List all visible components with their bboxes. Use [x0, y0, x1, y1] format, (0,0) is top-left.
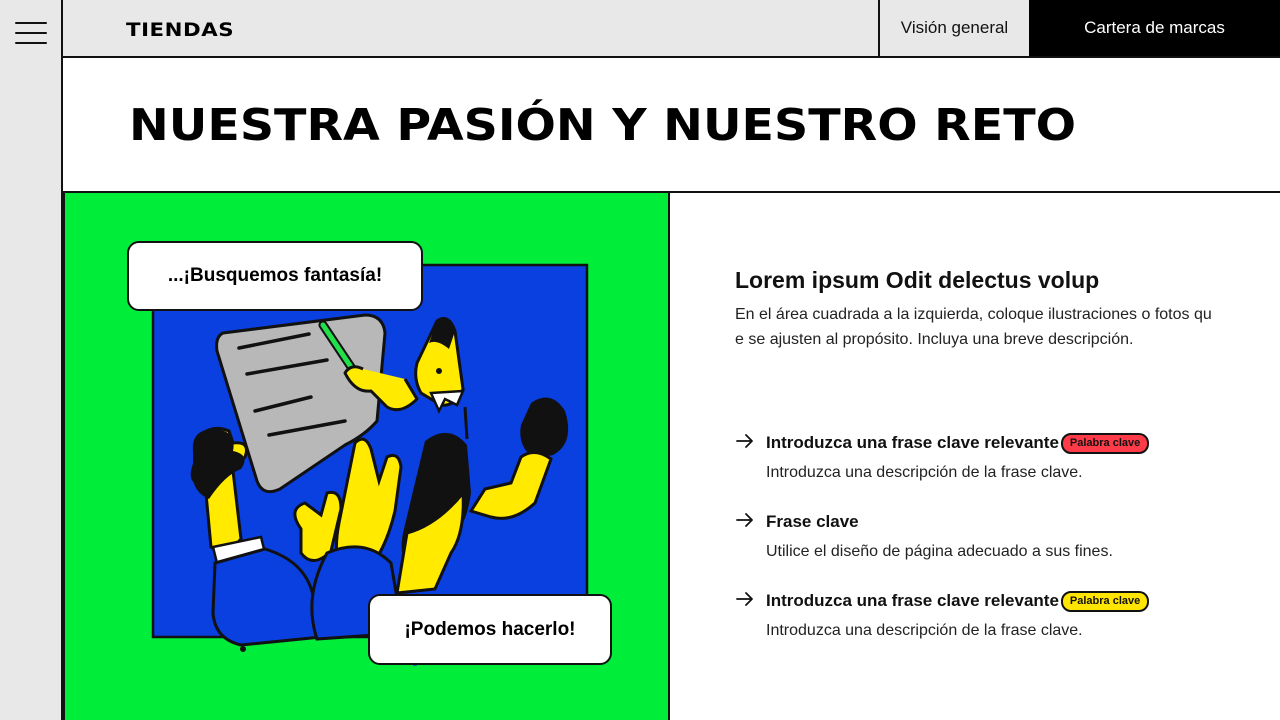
content-panel: [670, 193, 1280, 720]
content-description: En el área cuadrada a la izquierda, coloque ilustraciones o fotos que se ajusten al propósito. Incluya una breve descripción.: [735, 306, 1212, 348]
tab-cartera-de-marcas[interactable]: Cartera de marcas: [1029, 0, 1280, 56]
key-point-description: Introduzca una descripción de la frase clave.: [766, 464, 1083, 481]
key-point-title: Introduzca una frase clave relevante Palabra clave: [766, 591, 1149, 612]
arrow-right-icon: [735, 589, 755, 609]
tab-vision-general[interactable]: Visión general: [878, 0, 1029, 56]
speech-bubble-top: ...¡Busquemos fantasía!: [127, 241, 423, 311]
left-sidebar: [0, 0, 63, 720]
illustration-panel: [63, 193, 670, 720]
keyword-badge-red: Palabra clave: [1061, 433, 1149, 454]
key-point-description: Utilice el diseño de página adecuado a sus fines.: [766, 543, 1113, 560]
key-point-title: Introduzca una frase clave relevante Palabra clave: [766, 433, 1149, 454]
page-title: NUESTRA PASIÓN Y NUESTRO RETO: [129, 100, 1077, 151]
arrow-right-icon: [735, 431, 755, 451]
speech-bubble-bottom: ¡Podemos hacerlo!: [368, 594, 612, 665]
brand-logo-text: TIENDAS: [126, 19, 235, 41]
top-navigation: [63, 0, 1280, 58]
key-point-title: Frase clave: [766, 512, 859, 531]
content-title: Lorem ipsum Odit delectus volup: [735, 267, 1100, 293]
arrow-right-icon: [735, 510, 755, 530]
keyword-badge-yellow: Palabra clave: [1061, 591, 1149, 612]
key-point-description: Introduzca una descripción de la frase clave.: [766, 622, 1083, 639]
hamburger-icon[interactable]: [15, 22, 47, 44]
title-band: [63, 58, 1280, 193]
